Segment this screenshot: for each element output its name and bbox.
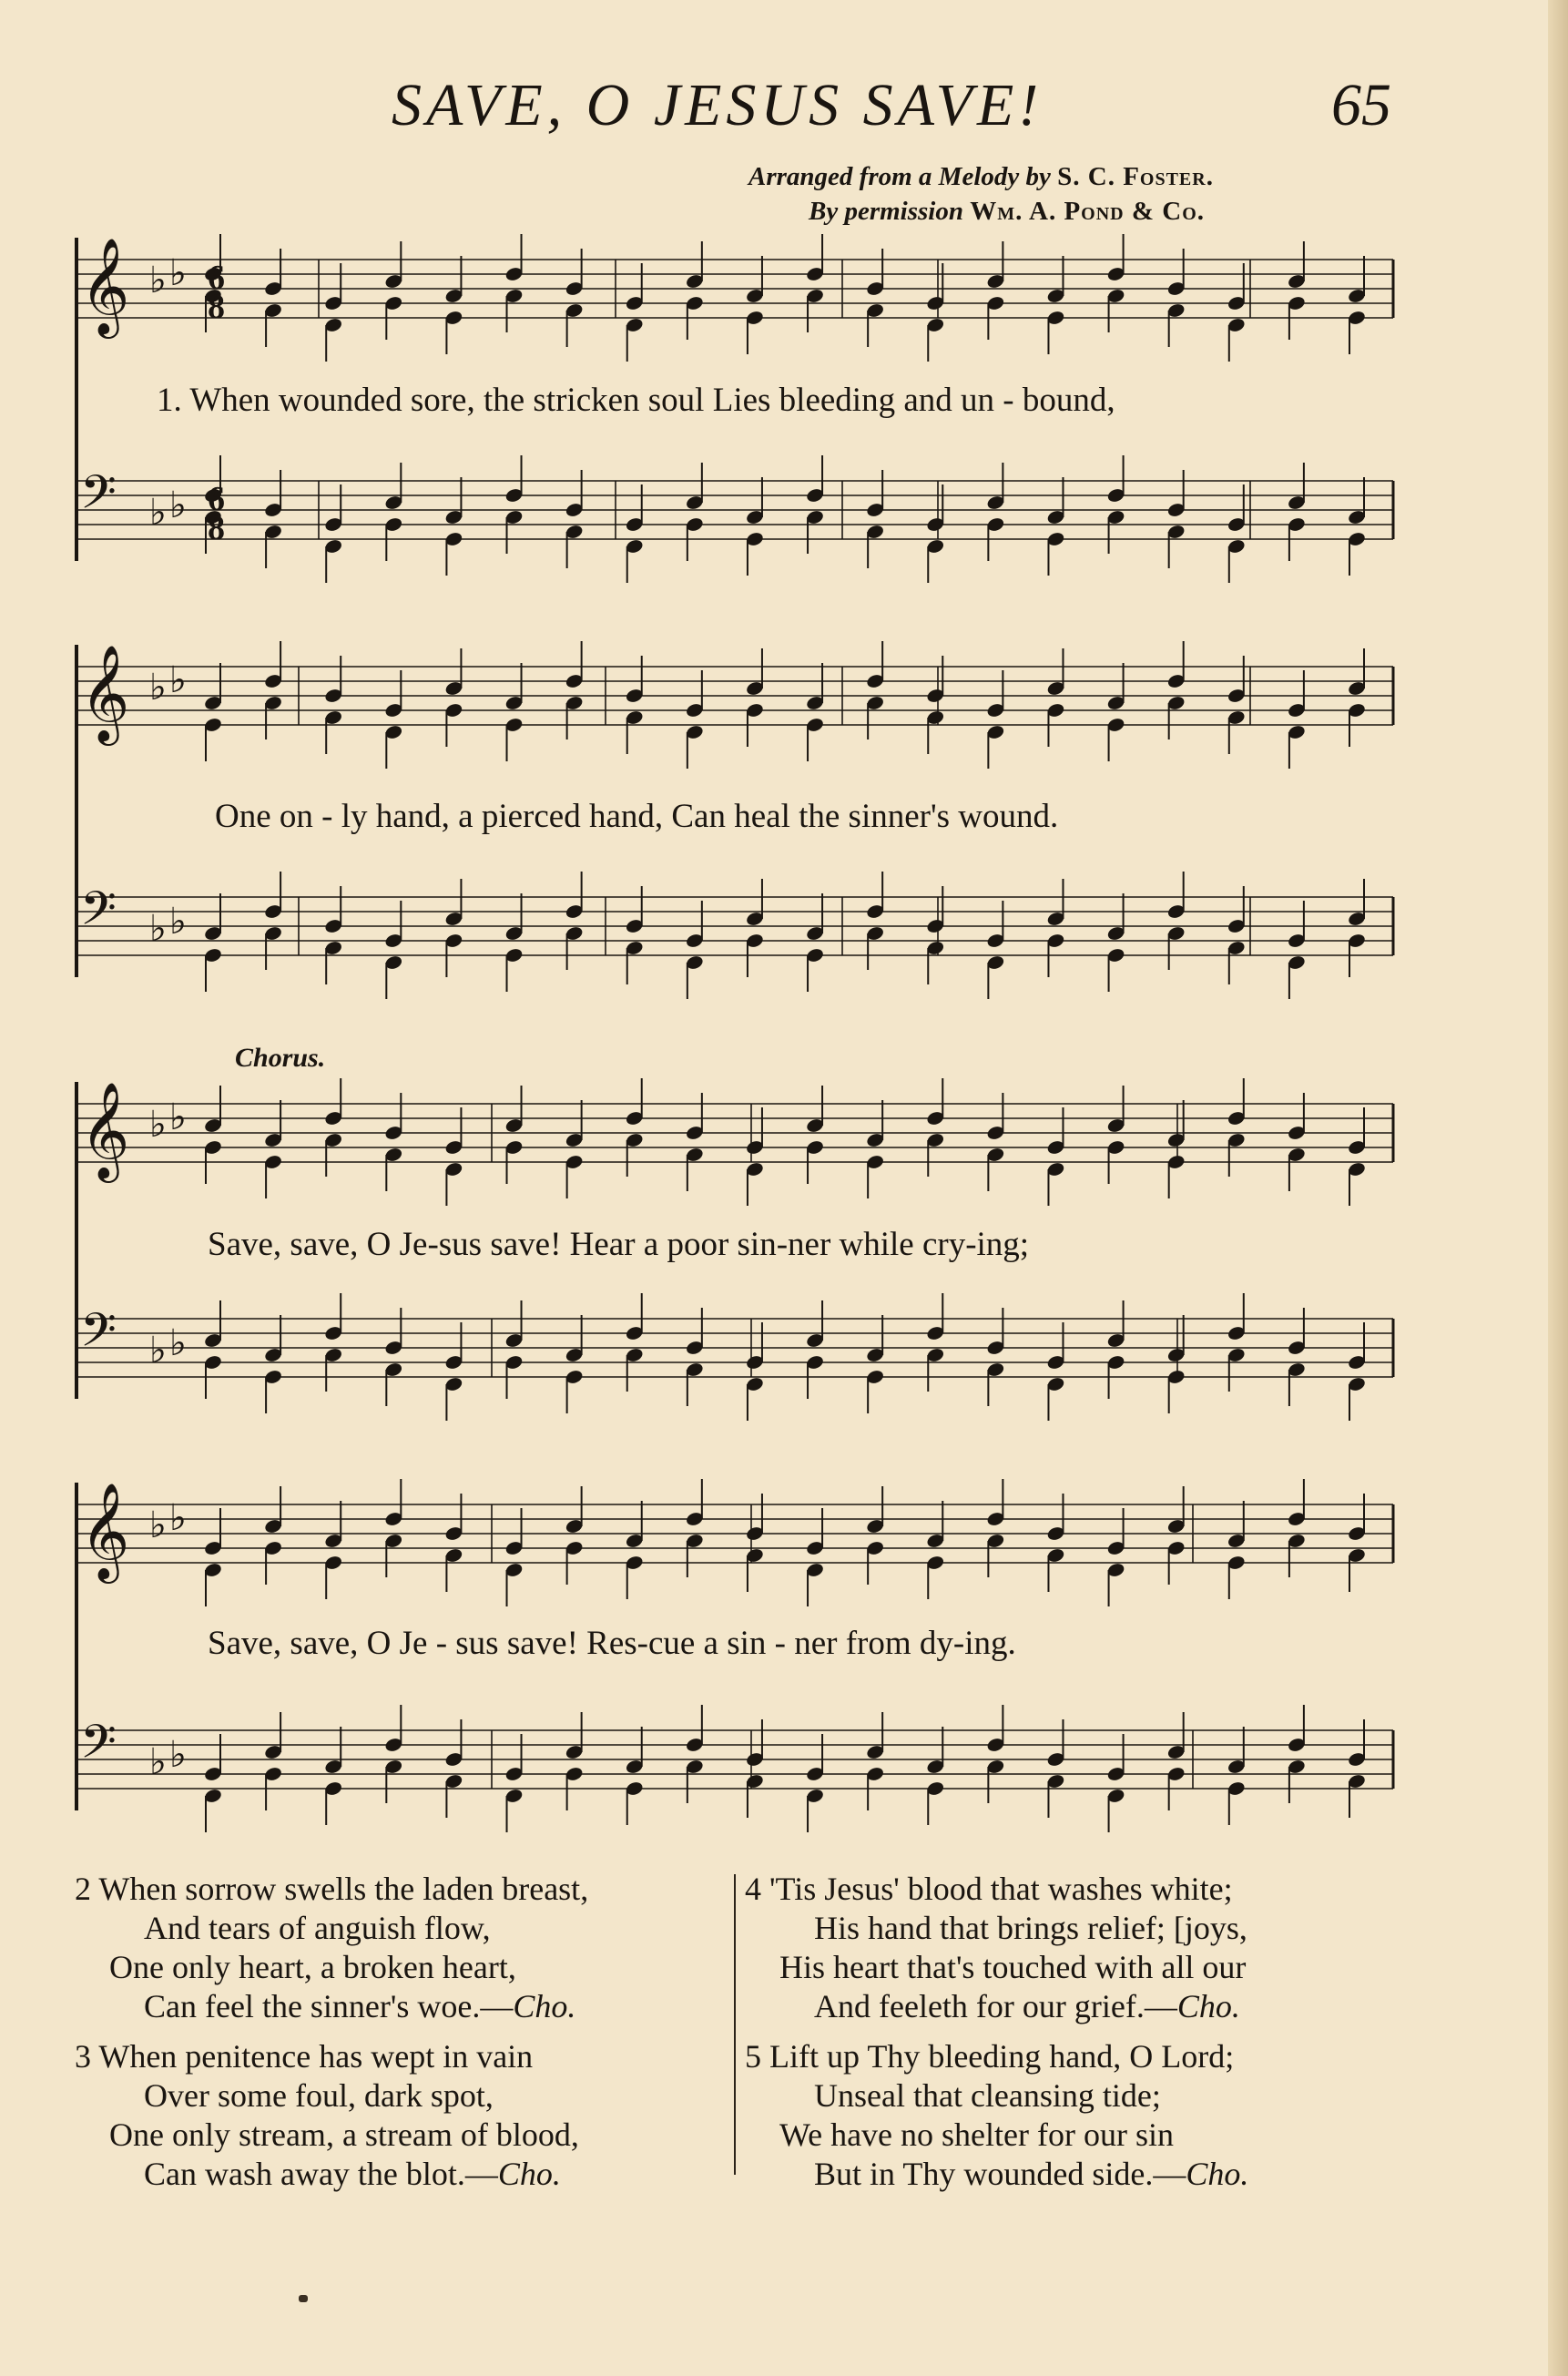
flat-sign: ♭ xyxy=(169,484,187,526)
flat-sign: ♭ xyxy=(169,901,187,943)
verse-4 xyxy=(745,1870,1248,2026)
verse-line: Over some foul, dark spot, xyxy=(144,2077,494,2114)
verse-line-text: But in Thy wounded side.— xyxy=(814,2156,1186,2192)
verse-column-divider xyxy=(734,1874,736,2175)
chorus-ref: Cho. xyxy=(1176,1988,1240,2024)
hymn-title: SAVE, O JESUS SAVE! xyxy=(392,72,1044,138)
verse-line: One only heart, a broken heart, xyxy=(109,1949,516,1985)
flat-sign: ♭ xyxy=(149,908,167,950)
verse-line: 2 When sorrow swells the laden breast, xyxy=(75,1871,589,1907)
bass-clef: 𝄢 xyxy=(80,464,117,531)
time-signature-top: 6 xyxy=(208,480,225,518)
flat-sign: ♭ xyxy=(149,260,167,301)
flat-sign: ♭ xyxy=(169,1322,187,1364)
permission-credit-prefix: By permission xyxy=(809,197,963,226)
verse-line: Unseal that cleansing tide; xyxy=(814,2077,1161,2114)
time-signature-bottom: 8 xyxy=(208,288,225,326)
treble-clef: 𝄞 xyxy=(80,1081,130,1178)
verse-line-text: And feeleth for our grief.— xyxy=(814,1988,1177,2024)
lyric-line-1: 1. When wounded sore, the stricken soul Lies bleeding and un - bound, xyxy=(157,382,1115,419)
time-signature-top: 6 xyxy=(208,259,225,297)
arranger-name: S. C. Foster. xyxy=(1057,162,1214,191)
verse-line: One only stream, a stream of blood, xyxy=(109,2116,579,2153)
flat-sign: ♭ xyxy=(149,1741,167,1783)
chorus-ref: Cho. xyxy=(513,1988,576,2024)
verse-line xyxy=(745,1987,1248,2026)
treble-clef: 𝄞 xyxy=(80,237,130,334)
verse-line-text: Can feel the sinner's woe.— xyxy=(144,1988,514,2024)
bass-clef: 𝄢 xyxy=(80,881,117,947)
verse-2 xyxy=(75,1870,588,2026)
arranger-credit-prefix: Arranged from a Melody by xyxy=(748,162,1051,191)
flat-sign: ♭ xyxy=(169,659,187,701)
verse-line: 5 Lift up Thy bleeding hand, O Lord; xyxy=(745,2038,1235,2075)
flat-sign: ♭ xyxy=(149,1504,167,1546)
page-number: 65 xyxy=(1331,72,1391,138)
ink-mark xyxy=(299,2295,308,2302)
verse-line xyxy=(745,2155,1248,2194)
verse-line: His hand that brings relief; [joys, xyxy=(814,1910,1247,1946)
verse-line: We have no shelter for our sin xyxy=(779,2116,1174,2153)
treble-clef: 𝄞 xyxy=(80,1482,130,1579)
treble-clef: 𝄞 xyxy=(80,644,130,741)
flat-sign: ♭ xyxy=(169,1734,187,1776)
chorus-ref: Cho. xyxy=(1186,2156,1249,2192)
flat-sign: ♭ xyxy=(149,1330,167,1372)
time-signature-bottom: 8 xyxy=(208,509,225,547)
chorus-ref: Cho. xyxy=(497,2156,561,2192)
publisher-name: Wm. A. Pond & Co. xyxy=(970,197,1206,226)
flat-sign: ♭ xyxy=(149,667,167,709)
lyric-line-2: One on - ly hand, a pierced hand, Can heal the sinner's wound. xyxy=(215,798,1059,835)
verses-left-column xyxy=(75,1870,588,2194)
lyric-line-3: Save, save, O Je-sus save! Hear a poor sin-ner while cry-ing; xyxy=(208,1226,1030,1263)
verse-line: His heart that's touched with all our xyxy=(779,1949,1247,1985)
verse-line: 4 'Tis Jesus' blood that washes white; xyxy=(745,1871,1233,1907)
verse-line: And tears of anguish flow, xyxy=(144,1910,491,1946)
lyric-line-4: Save, save, O Je - sus save! Res-cue a sin - ner from dy-ing. xyxy=(208,1625,1016,1662)
verse-5 xyxy=(745,2037,1248,2194)
verse-line xyxy=(75,1987,588,2026)
bass-clef: 𝄢 xyxy=(80,1714,117,1780)
flat-sign: ♭ xyxy=(169,1497,187,1539)
flat-sign: ♭ xyxy=(169,1096,187,1138)
flat-sign: ♭ xyxy=(149,492,167,534)
flat-sign: ♭ xyxy=(149,1104,167,1146)
verses-right-column xyxy=(745,1870,1248,2194)
verse-3 xyxy=(75,2037,588,2194)
flat-sign: ♭ xyxy=(169,252,187,294)
verse-line: 3 When penitence has wept in vain xyxy=(75,2038,534,2075)
verse-line-text: Can wash away the blot.— xyxy=(144,2156,498,2192)
verse-line xyxy=(75,2155,588,2194)
chorus-label: Chorus. xyxy=(235,1043,326,1073)
bass-clef: 𝄢 xyxy=(80,1302,117,1369)
